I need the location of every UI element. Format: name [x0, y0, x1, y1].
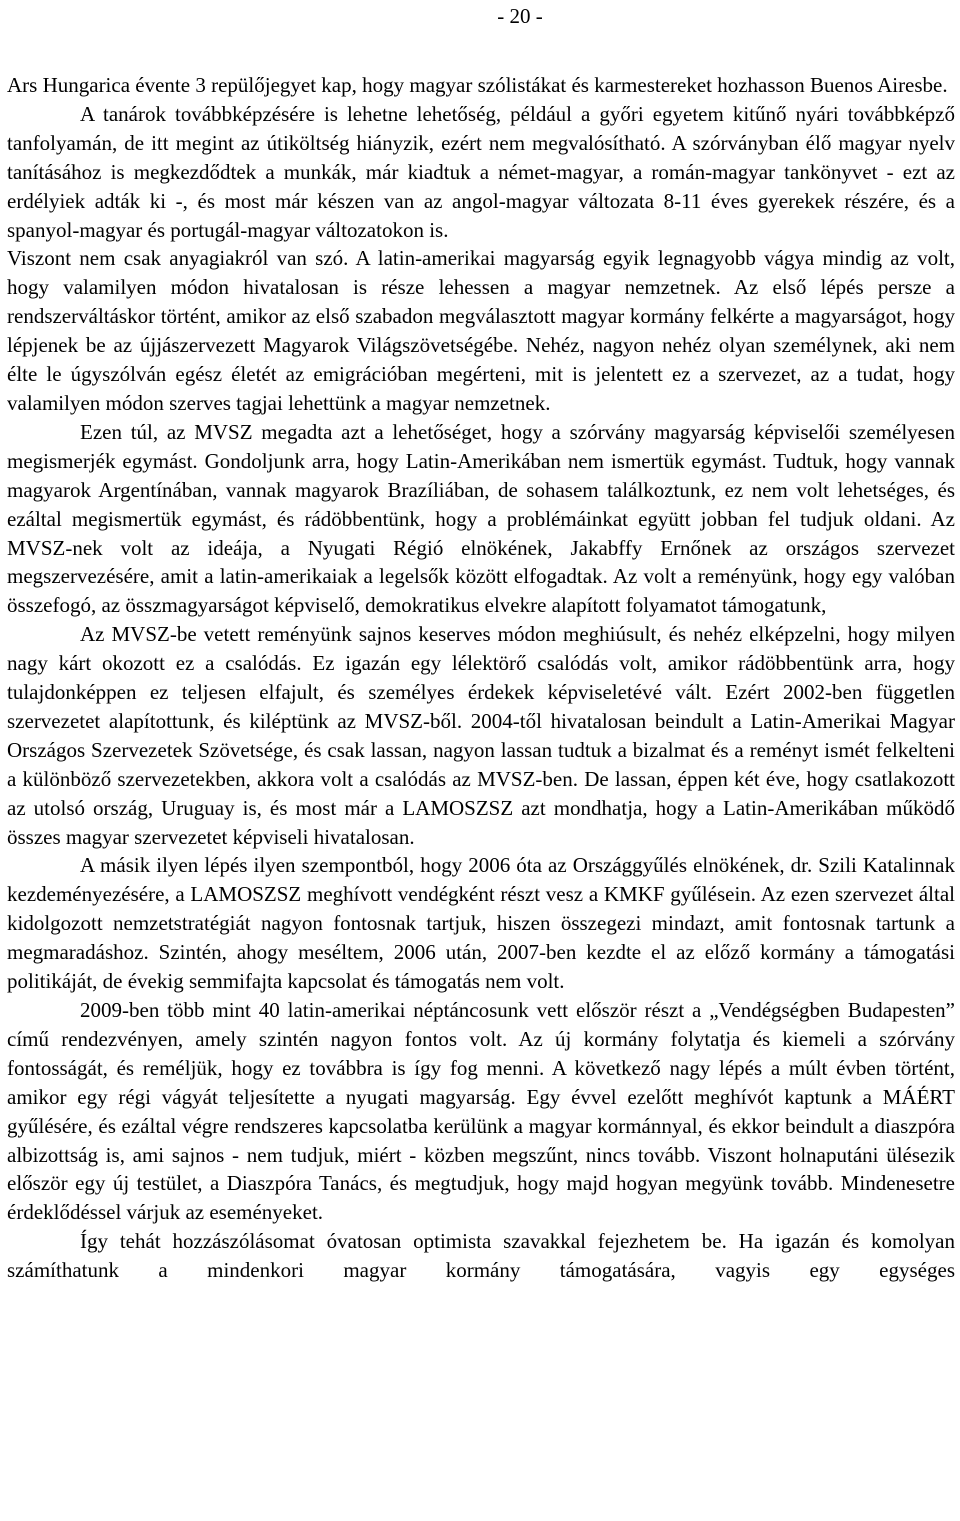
- paragraph-3: Viszont nem csak anyagiakról van szó. A latin-amerikai magyarság egyik legnagyobb vágya mindig az volt, hogy valamilyen módon hivatalosan is része lehessen a magyar nemzetnek. Az első lépés persze a rendszerváltáskor történt, amikor az első szabadon megválasztott magyar kormány felkérte a magyarságot, hogy lépjenek be az újjászervezett Magyarok Világszövetségébe. Nehéz, nagyon nehéz olyan személynek, aki nem élte le úgyszólván egész életét az emigrációban megérteni, mit is jelentett ez a szervezet, az a tudat, hogy valamilyen módon szerves tagjai lehettünk a magyar nemzetnek.: [7, 246, 955, 415]
- paragraph-4: Ezen túl, az MVSZ megadta azt a lehetőséget, hogy a szórvány magyarság képviselői személyesen megismerjék egymást. Gondoljunk arra, hogy Latin-Amerikában nem ismertük egymást. Tudtuk, hogy vannak magyarok Argentínában, vannak magyarok Brazíliában, de sohasem találkoztunk, ez nem volt lehetséges, és ezáltal megismertük egymást, és rádöbbentünk, hogy a problémáinkat együtt jobban fel tudjuk oldani. Az MVSZ-nek volt az ideája, a Nyugati Régió elnökének, Jakabffy Ernőnek az országos szervezet megszervezésére, amit a latin-amerikaiak a legelsők között elfogadtak. Az volt a reményünk, hogy egy valóban összefogó, az összmagyarságot képviselő, demokratikus elvekre alapított folyamatot támogatunk,: [7, 419, 955, 618]
- paragraph-6: A másik ilyen lépés ilyen szempontból, hogy 2006 óta az Országgyűlés elnökének, dr. Szili Katalinnak kezdeményezésére, a LAMOSZSZ meghívott vendégként részt vesz a KMKF gyűlésein. Az ezen szervezet által kidolgozott nemzetstratégiát nagyon fontosnak tartjuk, hiszen összegezi mindazt, amit fontosnak tartunk a megmaradáshoz. Szintén, ahogy meséltem, 2006 után, 2007-ben kezdte el az előző kormány a támogatási politikáját, de évekig semmifajta kapcsolat és támogatás nem volt.: [7, 853, 955, 994]
- paragraph-1: Ars Hungarica évente 3 repülőjegyet kap, hogy magyar szólistákat és karmestereket hozhasson Buenos Airesbe.: [7, 73, 948, 97]
- paragraph-2: A tanárok továbbképzésére is lehetne lehetőség, például a győri egyetem kitűnő nyári továbbképző tanfolyamán, de itt megint az útiköltség hiányzik, ezért nem megvalósítható. A szórványban élő magyar nyelv tanításához is megkezdődtek a munkák, már kiadtuk a német-magyar, a román-magyar tankönyvet - ezt az erdélyiek adták ki -, és most már készen van az angol-magyar változata 8-11 éves gyerekek részére, és a spanyol-magyar és portugál-magyar változatokon is.: [7, 101, 955, 242]
- paragraph-7: 2009-ben több mint 40 latin-amerikai néptáncosunk vett először részt a „Vendégségben Budapesten” című rendezvényen, amely szintén nagyon fontos volt. Az új kormány folytatja és kiemeli a szórvány fontosságát, és reméljük, hogy ez továbbra is így fog menni. A következő nagy lépés a múlt évben történt, amikor egy régi vágyát teljesítette a nyugati magyarság. Egy évvel ezelőtt meghívót kaptunk a MÁÉRT gyűlésére, és ezáltal végre rendszeres kapcsolatba kerülünk a magyar kormánnyal, és ekkor beindult a diaszpóra albizottság is, ami sajnos - nem tudjuk, miért - közben megszűnt, nincs tovább. Viszont holnaputáni ülésezik először egy új testület, a Diaszpóra Tanács, és megtudjuk, hogy majd hogyan megyünk tovább. Mindenesetre érdeklődéssel várjuk az eseményeket.: [7, 998, 955, 1225]
- paragraph-8: Így tehát hozzászólásomat óvatosan optimista szavakkal fejezhetem be. Ha igazán és komolyan számíthatunk a mindenkori magyar kormány támogatására, vagyis egy egységes: [7, 1229, 955, 1283]
- paragraph-5: Az MVSZ-be vetett reményünk sajnos keserves módon meghiúsult, és nehéz elképzelni, hogy milyen nagy kárt okozott ez a csalódás. Ez igazán egy lélektörő csalódás volt, amikor rádöbbentünk arra, hogy tulajdonképpen ez teljesen elfajult, és személyes érdekek képviseletévé vált. Ezért 2002-ben független szervezetet alapítottunk, és kiléptünk az MVSZ-ből. 2004-től hivatalosan beindult a Latin-Amerikai Magyar Országos Szervezetek Szövetsége, és csak lassan, nagyon lassan tudtuk a bizalmat és a reményt ismét felkelteni a különböző szervezetekben, akkora volt a csalódás az MVSZ-ben. De lassan, éppen két éve, hogy csatlakozott az utolsó ország, Uruguay is, és most már a LAMOSZSZ azt mondhatja, hogy a Latin-Amerikában működő összes magyar szervezetet képviseli hivatalosan.: [7, 622, 955, 849]
- document-body: [7, 71, 955, 1285]
- page-number: - 20 -: [497, 4, 543, 28]
